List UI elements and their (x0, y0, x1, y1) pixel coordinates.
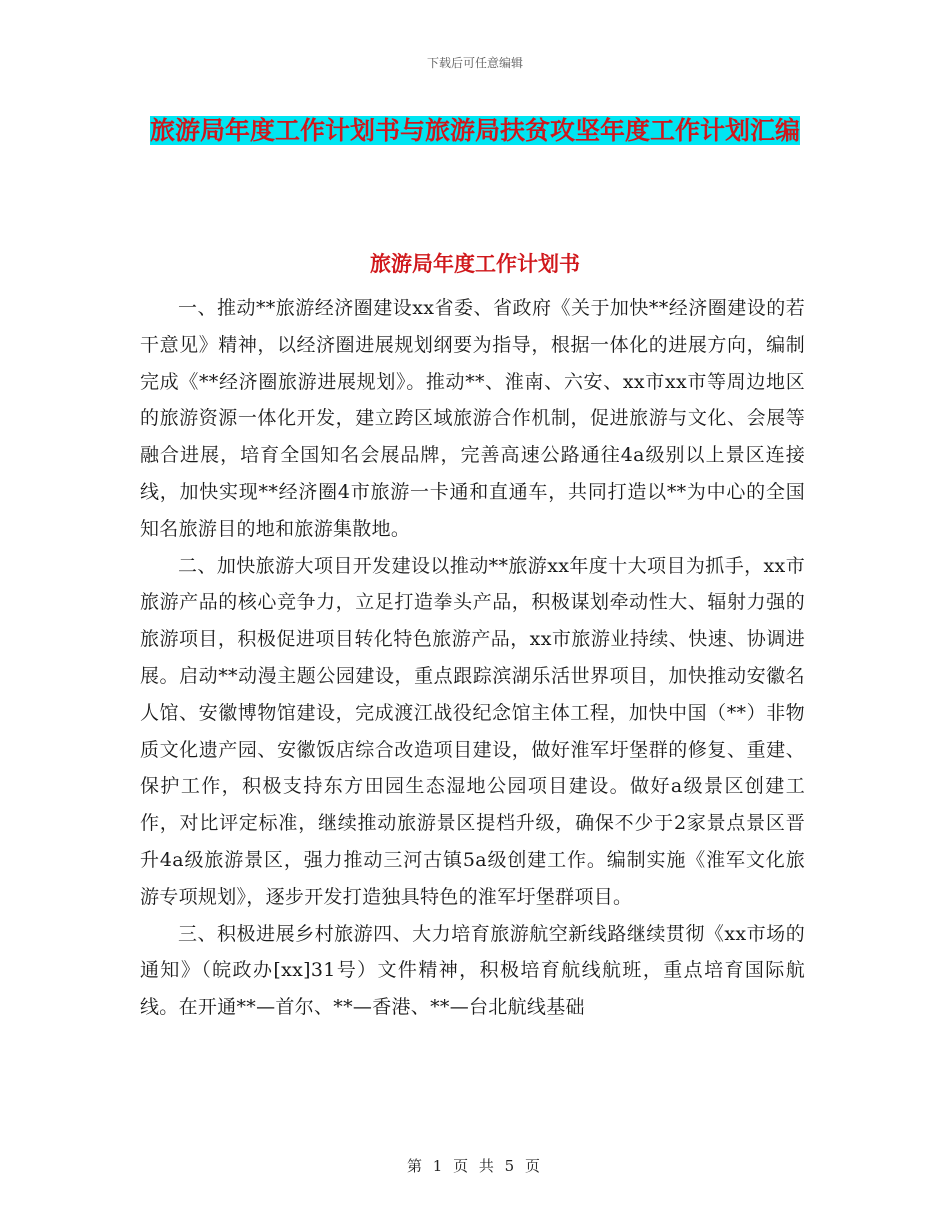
document-title-text: 旅游局年度工作计划书与旅游局扶贫攻坚年度工作计划汇编 (149, 116, 800, 145)
paragraph-3: 三、积极进展乡村旅游四、大力培育旅游航空新线路继续贯彻《xx市场的通知》（皖政办[xx]31号）文件精神，积极培育航线航班，重点培育国际航线。在开通**—首尔、**—香港、**—台北航线基础 (140, 922, 805, 1019)
page-footer: 第 1 页 共 5 页 (407, 1157, 543, 1175)
paragraph-2: 二、加快旅游大项目开发建设以推动**旅游xx年度十大项目为抓手，xx市旅游产品的核心竞争力，立足打造拳头产品，积极谋划牵动性大、辐射力强的旅游项目，积极促进项目转化特色旅游产品，xx市旅游业持续、快速、协调进展。启动**动漫主题公园建设，重点跟踪滨湖乐活世界项目，加快推动安徽名人馆、安徽博物馆建设，完成渡江战役纪念馆主体工程，加快中国（**）非物质文化遗产园、安徽饭店综合改造项目建设，做好淮军圩堡群的修复、重建、保护工作，积极支持东方田园生态湿地公园项目建设。做好a级景区创建工作，对比评定标准，继续推动旅游景区提档升级，确保不少于2家景点景区晋升4a级旅游景区，强力推动三河古镇5a级创建工作。编制实施《淮军文化旅游专项规划》，逐步开发打造独具特色的淮军圩堡群项目。 (140, 554, 805, 908)
document-title (140, 108, 810, 154)
section-title: 旅游局年度工作计划书 (370, 252, 580, 276)
header-note: 下载后可任意编辑 (426, 56, 523, 70)
document-body (140, 290, 805, 1026)
paragraph-1: 一、推动**旅游经济圈建设xx省委、省政府《关于加快**经济圈建设的若干意见》精神，以经济圈进展规划纲要为指导，根据一体化的进展方向，编制完成《**经济圈旅游进展规划》。推动**、淮南、六安、xx市xx市等周边地区的旅游资源一体化开发，建立跨区域旅游合作机制，促进旅游与文化、会展等融合进展，培育全国知名会展品牌，完善高速公路通往4a级别以上景区连接线，加快实现**经济圈4市旅游一卡通和直通车，共同打造以**为中心的全国知名旅游目的地和旅游集散地。 (140, 297, 805, 540)
